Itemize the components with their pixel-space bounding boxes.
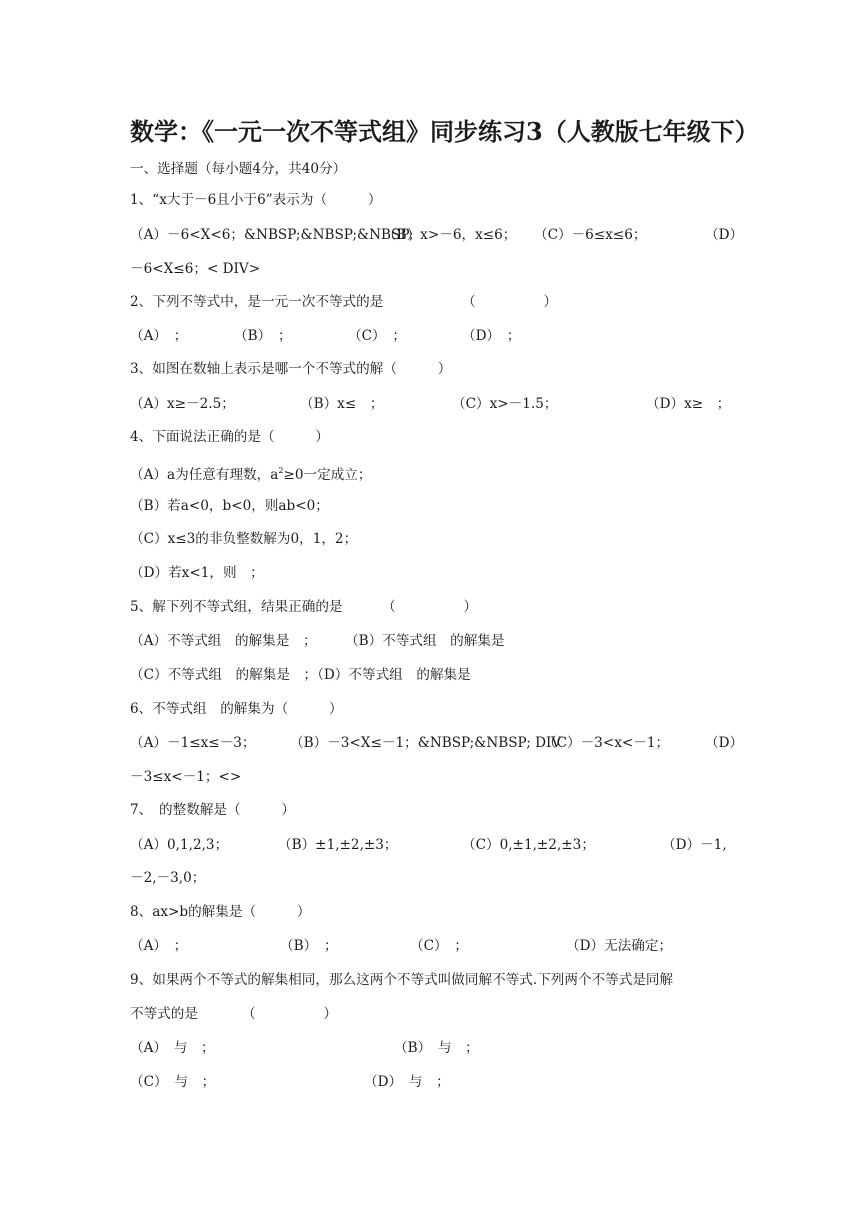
q2-option-b: （B） ； <box>234 328 292 344</box>
q8-option-b: （B） ； <box>280 938 338 954</box>
q6-option-c: （C）－3<x<－1； <box>543 735 670 751</box>
q2-option-a: （A） ； <box>130 328 188 344</box>
q5-answer-paren: （ ） <box>382 599 478 615</box>
q7-option-d-continued: －2,－3,0； <box>130 870 206 886</box>
q4-option-d: （D）若x<1，则 ； <box>130 565 264 581</box>
q7-option-c: （C）0,±1,±2,±3； <box>462 837 595 853</box>
q8-option-a: （A） ； <box>130 938 188 954</box>
section-heading: 一、选择题（每小题4分，共40分） <box>130 161 347 177</box>
q2-stem: 2、下列不等式中，是一元一次不等式的是 <box>130 294 384 310</box>
q3-option-b: （B）x≤ ； <box>300 396 384 412</box>
q2-option-c: （C） ； <box>348 328 406 344</box>
q2-option-d: （D） ； <box>462 328 521 344</box>
q9-answer-paren: （ ） <box>242 1006 338 1022</box>
q4-option-c: （C）x≤3的非负整数解为0，1，2； <box>130 531 358 547</box>
q7-option-b: （B）±1,±2,±3； <box>278 837 398 853</box>
q4-option-a-exponent: 2 <box>278 466 284 475</box>
q5-options-cd: （C）不等式组 的解集是 ；（D）不等式组 的解集是 <box>130 667 471 683</box>
q9-option-d: （D） 与 ； <box>364 1074 450 1090</box>
q9-stem: 9、如果两个不等式的解集相同，那么这两个不等式叫做同解不等式.下列两个不等式是同解 <box>130 972 674 988</box>
q7-option-a: （A）0,1,2,3； <box>130 837 229 853</box>
q3-option-d: （D）x≥ ； <box>646 396 731 412</box>
q1-option-d-continued: －6<X≤6；< DIV> <box>130 261 261 277</box>
q3-option-a: （A）x≥－2.5； <box>130 396 235 412</box>
q1-option-b: （B）x>－6，x≤6； <box>383 227 517 243</box>
q8-option-c: （C） ； <box>410 938 468 954</box>
q2-answer-paren: （ ） <box>462 294 558 310</box>
q8-option-d: （D）无法确定； <box>566 938 673 954</box>
q9-option-a: （A） 与 ； <box>130 1040 215 1056</box>
q8-stem: 8、ax>b的解集是（ ） <box>130 904 311 920</box>
q5-option-b: （B）不等式组 的解集是 <box>345 633 505 649</box>
q6-option-d: （D） <box>705 735 744 751</box>
q7-stem: 7、 的整数解是（ ） <box>130 802 295 818</box>
q9-option-c: （C） 与 ； <box>130 1074 216 1090</box>
q3-option-c: （C）x>－1.5； <box>452 396 558 412</box>
q1-stem: 1、“x大于－6且小于6”表示为（ ） <box>130 192 382 208</box>
q7-option-d: （D）－1, <box>662 837 727 853</box>
q6-option-a: （A）－1≤x≤－3； <box>130 735 256 751</box>
q4-option-a-text-end: ≥0一定成立； <box>283 467 372 483</box>
q9-stem-continued: 不等式的是 <box>130 1006 198 1022</box>
q1-option-d: （D） <box>705 227 744 243</box>
q9-option-b: （B） 与 ； <box>394 1040 479 1056</box>
q3-stem: 3、如图在数轴上表示是哪一个不等式的解（ ） <box>130 361 452 377</box>
q6-option-b: （B）－3<X≤－1；&NBSP;&NBSP; DIV <box>290 735 562 751</box>
q4-option-a <box>130 462 371 484</box>
q5-stem: 5、解下列不等式组，结果正确的是 <box>130 599 343 615</box>
q6-stem: 6、不等式组 的解集为（ ） <box>130 701 343 717</box>
q1-option-c: （C）－6≤x≤6； <box>534 227 647 243</box>
q6-option-d-continued: －3≤x<－1；<> <box>130 769 242 785</box>
q1-option-a: （A）－6<X<6；&NBSP;&NBSP;&NBSP; <box>130 227 414 243</box>
q4-option-b: （B）若a<0，b<0，则ab<0； <box>130 498 329 514</box>
q5-option-a: （A）不等式组 的解集是 ； <box>130 633 317 649</box>
document-title: 数学：《一元一次不等式组》同步练习3（人教版七年级下） <box>130 117 759 146</box>
q4-option-a-text: （A）a为任意有理数，a <box>130 467 279 483</box>
q4-stem: 4、下面说法正确的是（ ） <box>130 429 329 445</box>
